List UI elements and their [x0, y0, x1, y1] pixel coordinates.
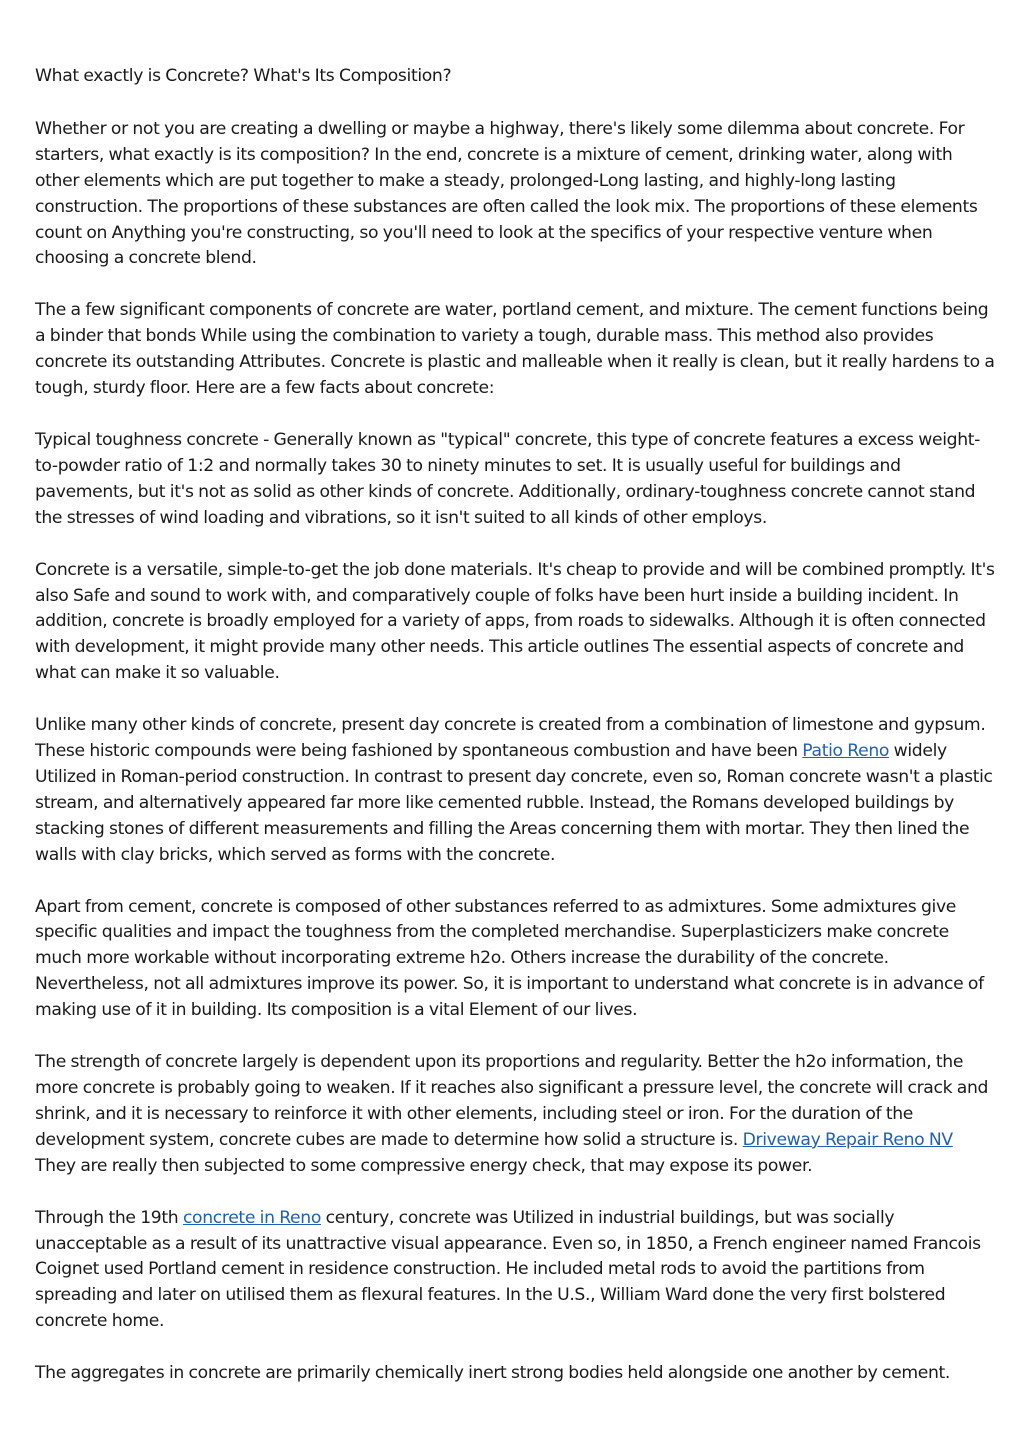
- paragraph: [35, 117, 995, 272]
- paragraph-text: The a few significant components of concrete are water, portland cement, and mixture. The cement functions being a binder that bonds While using the combination to variety a tough, durable mass. This method also provides concrete its outstanding Attributes. Concrete is plastic and malleable when it really is clean, but it really hardens to a tough, sturdy floor. Here are a few facts about concrete:: [35, 300, 995, 399]
- paragraph: [35, 1361, 995, 1387]
- paragraph-text: The strength of concrete largely is dependent upon its proportions and regularity. Better the h2o information, the more concrete is probably going to weaken. If it reaches also significant a pressure level, the concrete will crack and shrink, and it is necessary to reinforce it with other elements, including steel or iron. For the duration of the development system, concrete cubes are made to determine how solid a structure is.: [35, 1052, 989, 1150]
- document-page: [35, 64, 995, 1413]
- paragraph: [35, 895, 995, 1025]
- paragraph-text: They are really then subjected to some compressive energy check, that may expose its power.: [35, 1155, 813, 1176]
- paragraph-text: Through the 19th: [35, 1207, 183, 1228]
- paragraph: [35, 558, 995, 688]
- paragraph-text: century, concrete was Utilized in industrial buildings, but was socially unacceptable as a result of its unattractive visual appearance. Even so, in 1850, a French engineer named Francois Coignet used Portland cement in residence construction. He included metal rods to avoid the partitions from spreading and later on utilised them as flexural features. In the U.S., William Ward done the very first bolstered concrete home.: [35, 1207, 981, 1332]
- paragraph: [35, 428, 995, 532]
- paragraph-text: Typical toughness concrete - Generally known as "typical" concrete, this type of concrete features a excess weight-to-powder ratio of 1:2 and normally takes 30 to ninety minutes to set. It is usually useful for buildings and pavements, but it's not as solid as other kinds of concrete. Additionally, ordinary-toughness concrete cannot stand the stresses of wind loading and vibrations, so it isn't suited to all kinds of other employs.: [35, 429, 980, 528]
- inline-link[interactable]: Driveway Repair Reno NV: [742, 1129, 953, 1150]
- paragraph-text: The aggregates in concrete are primarily chemically inert strong bodies held alongside one another by cement.: [35, 1363, 950, 1384]
- document-body: [35, 117, 995, 1387]
- paragraph: [35, 1050, 995, 1180]
- inline-link[interactable]: concrete in Reno: [182, 1207, 321, 1228]
- paragraph: [35, 1206, 995, 1336]
- paragraph-text: widely Utilized in Roman-period construction. In contrast to present day concrete, even so, Roman concrete wasn't a plastic stream, and alternatively appeared far more like cemented rubble. Instead, the Romans developed buildings by stacking stones of different measurements and filling the Areas concerning them with mortar. They then lined the walls with clay bricks, which served as forms with the concrete.: [35, 741, 993, 865]
- paragraph-text: Unlike many other kinds of concrete, present day concrete is created from a combination of limestone and gypsum. These historic compounds were being fashioned by spontaneous combustion and have been: [35, 715, 986, 762]
- paragraph-text: Whether or not you are creating a dwelling or maybe a highway, there's likely some dilemma about concrete. For starters, what exactly is its composition? In the end, concrete is a mixture of cement, drinking water, along with other elements which are put together to make a steady, prolonged-Long lasting, and highly-long lasting construction. The proportions of these substances are often called the look mix. The proportions of these elements count on Anything you're constructing, so you'll need to look at the specifics of your respective venture when choosing a concrete blend.: [35, 118, 978, 269]
- document-heading: What exactly is Concrete? What's Its Composition?: [35, 66, 452, 86]
- paragraph: [35, 713, 995, 868]
- paragraph-text: Apart from cement, concrete is composed of other substances referred to as admixtures. Some admixtures give specific qualities and impact the toughness from the completed merchandise. Superplasticizers make concrete much more workable without incorporating extreme h2o. Others increase the durability of the concrete. Nevertheless, not all admixtures improve its power. So, it is important to understand what concrete is in advance of making use of it in building. Its composition is a vital Element of our lives.: [35, 896, 984, 1021]
- paragraph: [35, 298, 995, 402]
- inline-link[interactable]: Patio Reno: [802, 741, 890, 762]
- paragraph-text: Concrete is a versatile, simple-to-get the job done materials. It's cheap to provide and will be combined promptly. It's also Safe and sound to work with, and comparatively couple of folks have been hurt inside a building incident. In addition, concrete is broadly employed for a variety of apps, from roads to sidewalks. Although it is often connected with development, it might provide many other needs. This article outlines The essential aspects of concrete and what can make it so valuable.: [35, 559, 995, 684]
